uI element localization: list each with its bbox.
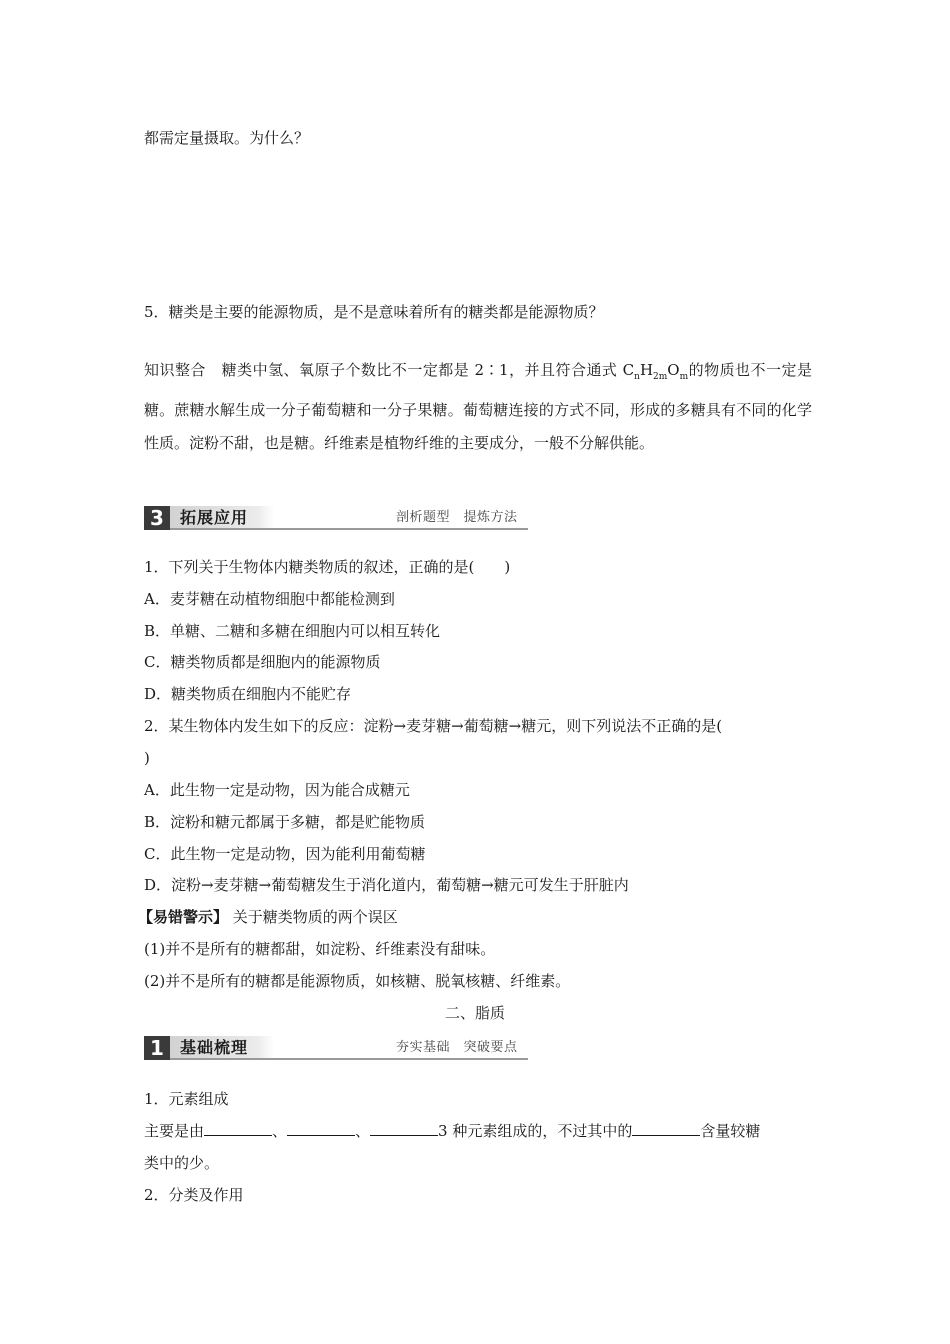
- question-2-stem: 2．某生物体内发生如下的反应：淀粉→麦芽糖→葡萄糖→糖元，则下列说法不正确的是(: [144, 717, 723, 735]
- question-2-option-b: B．淀粉和糖元都属于多糖，都是贮能物质: [144, 813, 426, 831]
- warning-point-2: (2)并不是所有的糖都是能源物质，如核糖、脱氧核糖、纤维素。: [144, 972, 571, 990]
- question-1-option-b: B．单糖、二糖和多糖在细胞内可以相互转化: [144, 622, 441, 640]
- section-divider: [170, 528, 528, 530]
- elements-fill-blank-cont: 类中的少。: [144, 1154, 220, 1172]
- warning-heading: [138, 907, 808, 927]
- section-header-basics: [144, 1036, 528, 1060]
- warning-title: 关于糖类物质的两个误区: [232, 908, 398, 926]
- section-title: 拓展应用: [180, 508, 249, 527]
- question-1-option-c: C．糖类物质都是细胞内的能源物质: [144, 653, 381, 671]
- classification-heading: 2．分类及作用: [144, 1186, 244, 1204]
- section-subtitle: 夯实基础 突破要点: [396, 1040, 518, 1055]
- blank-2[interactable]: [287, 1121, 355, 1136]
- elements-fill-blank: 主要是由 、 、 3 种元素组成的，不过其中的 含量较糖: [144, 1122, 761, 1140]
- question-2-option-d: D．淀粉→麦芽糖→葡萄糖发生于消化道内，葡萄糖→糖元可发生于肝脏内: [144, 876, 629, 894]
- warning-label: 【易错警示】: [138, 908, 229, 926]
- question-5: 5．糖类是主要的能源物质，是不是意味着所有的糖类都是能源物质？: [144, 303, 604, 321]
- warning-point-1: (1)并不是所有的糖都甜，如淀粉、纤维素没有甜味。: [144, 940, 496, 958]
- question-1-option-a: A．麦芽糖在动植物细胞中都能检测到: [144, 590, 395, 608]
- elements-heading: 1．元素组成: [144, 1090, 229, 1108]
- question-1-option-d: D．糖类物质在细胞内不能贮存: [144, 685, 352, 703]
- section-subtitle: 剖析题型 提炼方法: [396, 510, 518, 525]
- question-2-option-c: C．此生物一定是动物，因为能利用葡萄糖: [144, 845, 426, 863]
- blank-3[interactable]: [370, 1121, 438, 1136]
- section-title: 基础梳理: [180, 1038, 249, 1057]
- section-header-extension: [144, 506, 528, 530]
- question-1-stem: 1．下列关于生物体内糖类物质的叙述，正确的是( ): [144, 558, 511, 576]
- knowledge-label: 知识整合: [144, 361, 206, 379]
- knowledge-summary: 知识整合 糖类中氢、氧原子个数比不一定都是 2∶1，并且符合通式 $C_nH_{2m}O_m$的物质也不一定是糖。蔗糖水解生成一分子葡萄糖和一分子果糖。葡萄糖连接的方式不同，形成的多糖具有不同的化学性质。淀粉不甜，也是糖。纤维素是植物纤维的主要成分，一般不分解供能。: [144, 361, 812, 452]
- question-2-option-a: A．此生物一定是动物，因为能合成糖元: [144, 781, 410, 799]
- section-number-badge: 1: [144, 1036, 170, 1060]
- part-title: 二、脂质: [444, 1004, 505, 1022]
- section-divider: [170, 1058, 528, 1060]
- question-2-stem-end: ): [144, 749, 150, 767]
- section-number-badge: 3: [144, 506, 170, 530]
- continued-question-text: 都需定量摄取。为什么？: [144, 129, 310, 147]
- blank-4[interactable]: [632, 1121, 700, 1136]
- blank-1[interactable]: [204, 1121, 272, 1136]
